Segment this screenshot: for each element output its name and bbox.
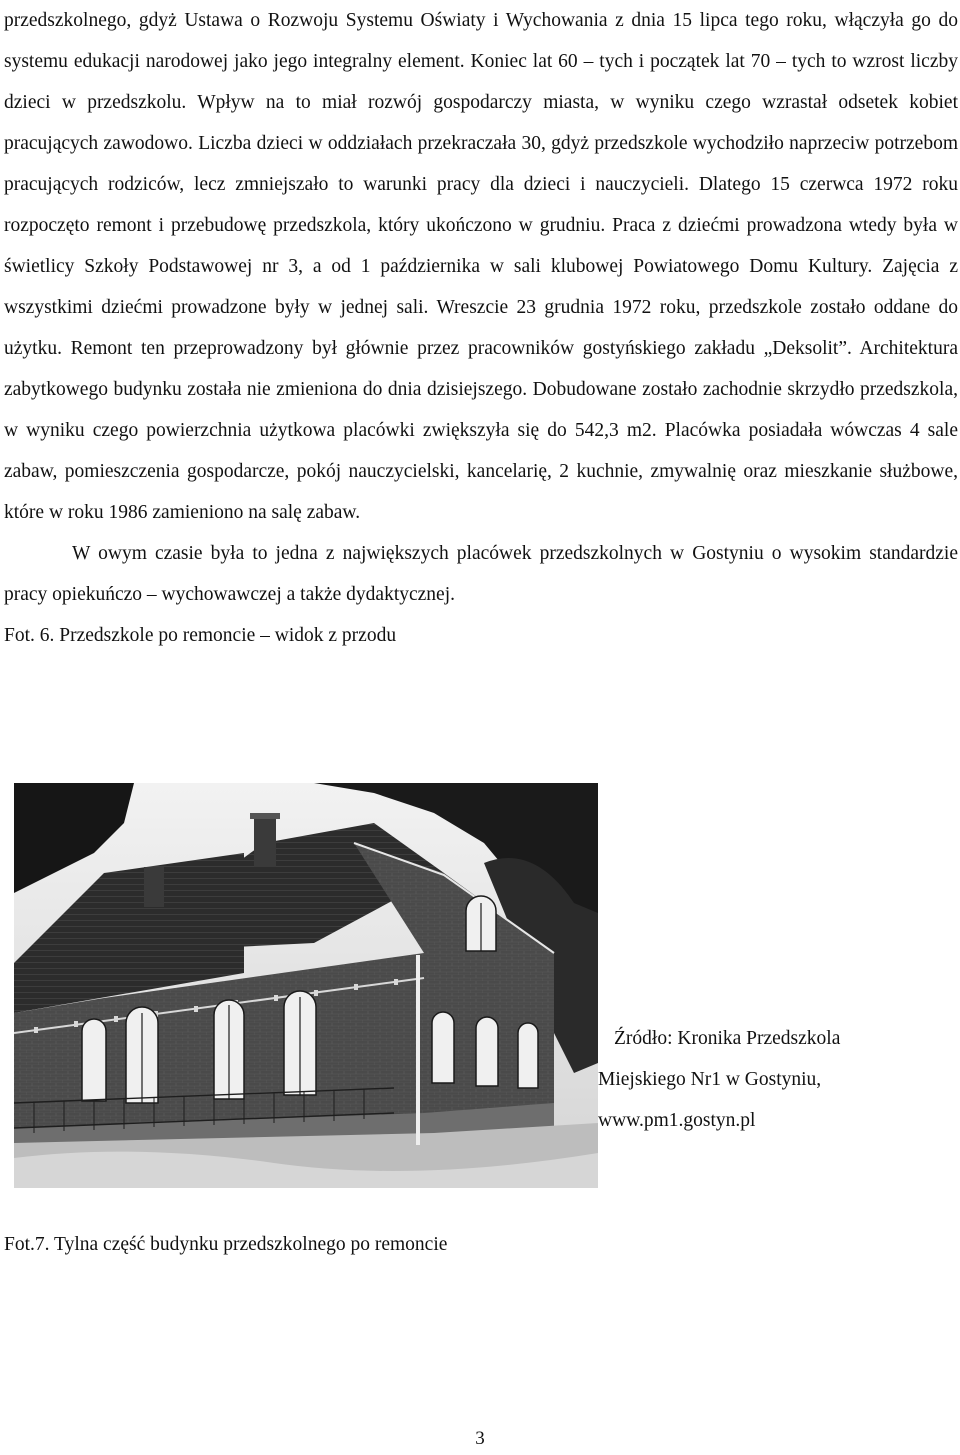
building-photo: [14, 783, 598, 1188]
building-photo-drawing: [14, 783, 598, 1188]
figure-6-caption: Fot. 6. Przedszkole po remoncie – widok z przodu: [4, 625, 397, 646]
body-paragraph-1: przedszkolnego, gdyż Ustawa o Rozwoju Systemu Oświaty i Wychowania z dnia 15 lipca tego roku, włączyła go do systemu edukacji narodowej jako jego integralny element. Koniec lat 60 – tych i początek lat 70 – tych to wzrost liczby dzieci w przedszkolu. Wpływ na to miał rozwój gospodarczy miasta, w wyniku czego wzrastał odsetek kobiet pracujących zawodowo. Liczba dzieci w oddziałach przekraczała 30, gdyż przedszkole wychodziło naprzeciw potrzebom pracujących rodziców, lecz zmniejszało to warunki pracy dla dzieci i nauczycieli. Dlatego 15 czerwca 1972 roku rozpoczęto remont i przebudowę przedszkola, który ukończono w grudniu. Praca z dziećmi prowadzona wtedy była w świetlicy Szkoły Podstawowej nr 3, a od 1 października w sali klubowej Powiatowego Domu Kultury. Zajęcia z wszystkimi dziećmi prowadzone były w jednej sali. Wreszcie 23 grudnia 1972 roku, przedszkole zostało oddane do użytku. Remont ten przeprowadzony był głównie przez pracowników gostyńskiego zakładu „Deksolit”. Architektura zabytkowego budynku została nie zmieniona do dnia dzisiejszego. Dobudowane zostało zachodnie skrzydło przedszkola, w wyniku czego powierzchnia użytkowa placówki zwiększyła się do 542,3 m2. Placówka posiadała wówczas 4 sale zabaw, pomieszczenia gospodarcze, pokój nauczycielski, kancelarię, 2 kuchnie, zmywalnię oraz mieszkanie służbowe, które w roku 1986 zamieniono na salę zabaw.: [4, 10, 958, 523]
source-line-2: Miejskiego Nr1 w Gostyniu,: [598, 1069, 822, 1090]
body-paragraph-2: W owym czasie była to jedna z największych placówek przedszkolnych w Gostyniu o wysokim standardzie pracy opiekuńczo – wychowawczej a także dydaktycznej.: [4, 543, 958, 605]
source-line-3: www.pm1.gostyn.pl: [598, 1110, 756, 1131]
page-number: 3: [475, 1428, 485, 1449]
figure-7-caption: Fot.7. Tylna część budynku przedszkolnego po remoncie: [4, 1234, 448, 1255]
photo-source: [598, 1018, 938, 1141]
source-line-1: Źródło: Kronika Przedszkola: [614, 1028, 841, 1049]
page-body: [4, 0, 958, 656]
